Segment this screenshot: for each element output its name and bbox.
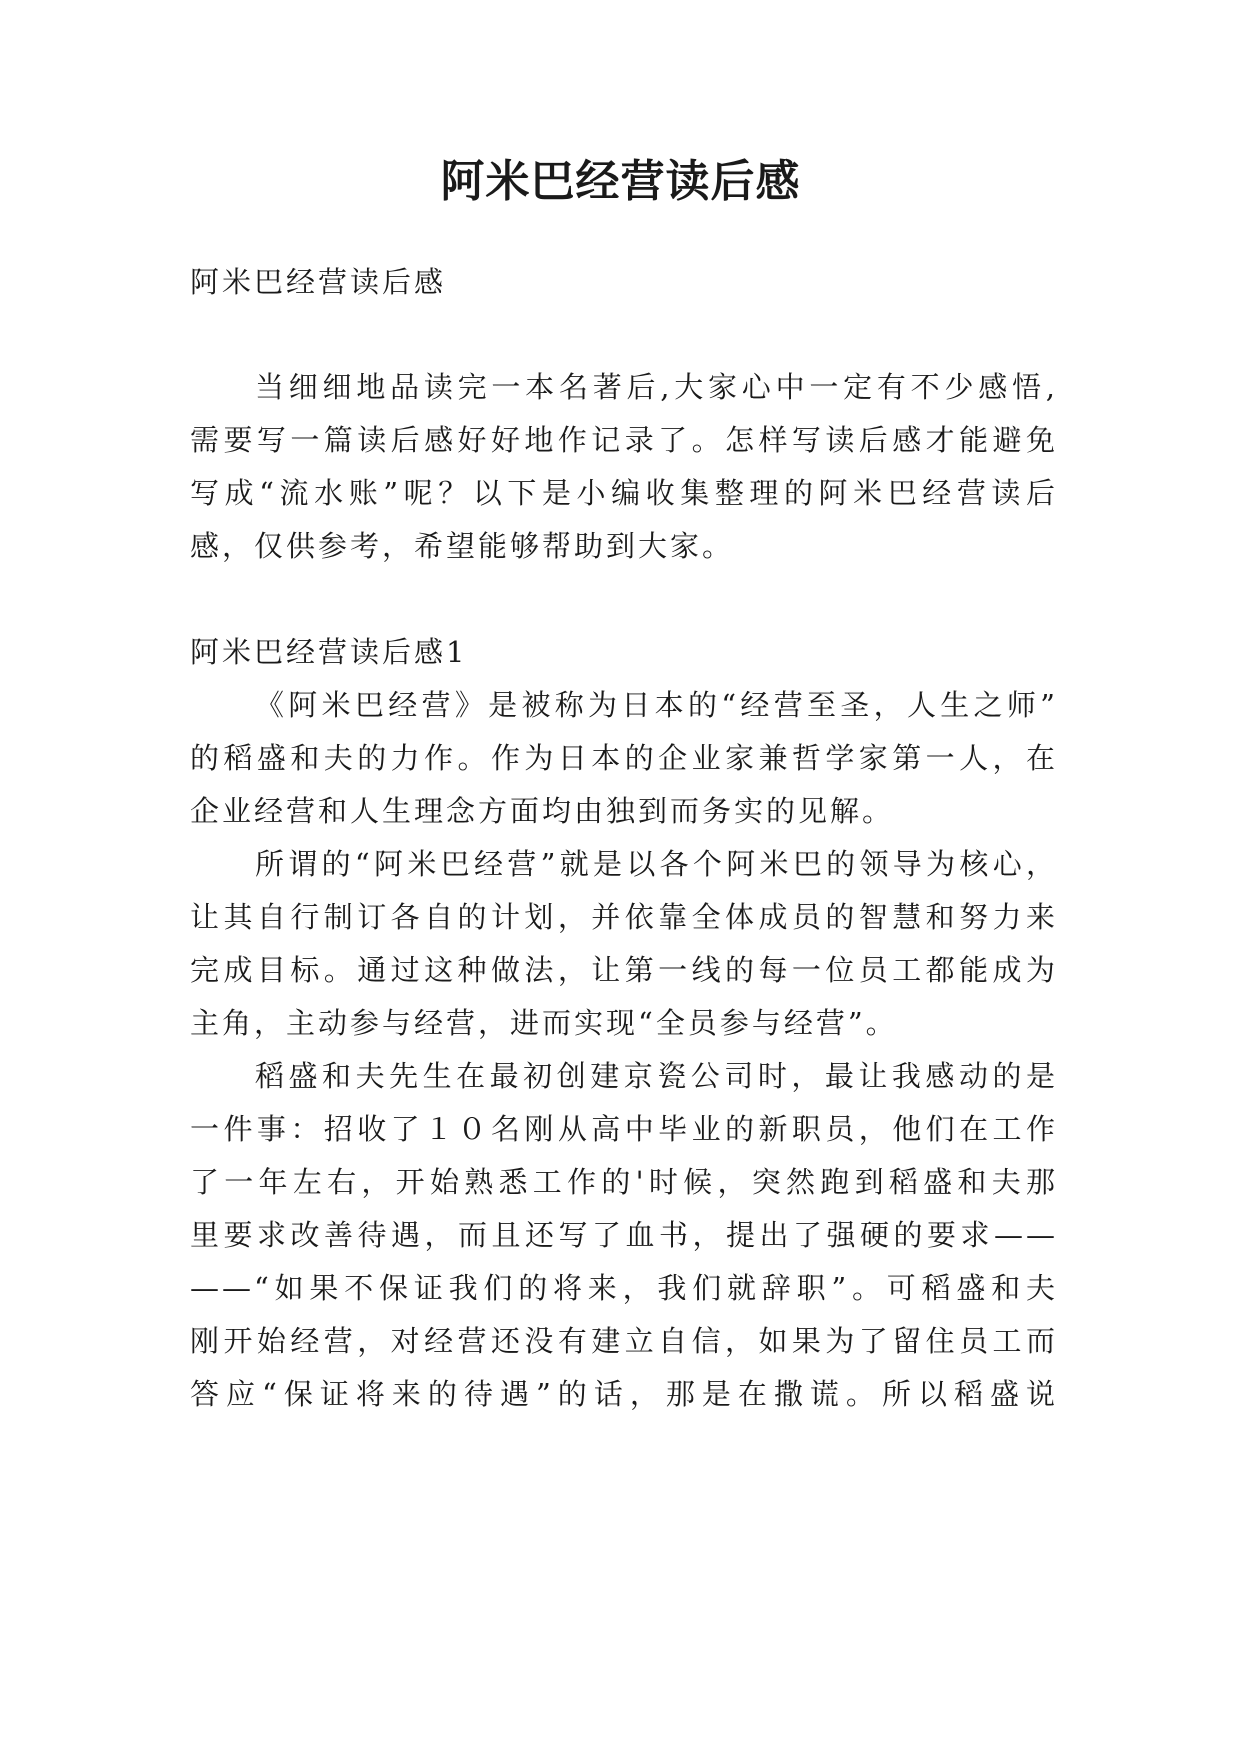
paragraph-line: 企业经营和人生理念方面均由独到而务实的见解。 — [190, 794, 895, 828]
subtitle: 阿米巴经营读后感 — [190, 265, 447, 299]
paragraph-line: 《阿米巴经营》是被称为日本的“经营至圣，人生之师” — [255, 688, 1058, 722]
paragraph-line: 完成目标。通过这种做法，让第一线的每一位员工都能成为 — [190, 953, 1058, 987]
paragraph-line: 所谓的“阿米巴经营”就是以各个阿米巴的领导为核心， — [255, 847, 1058, 881]
paragraph-line: 主角，主动参与经营，进而实现“全员参与经营”。 — [190, 1006, 898, 1040]
paragraph-line: 里要求改善待遇，而且还写了血书，提出了强硬的要求—— — [190, 1218, 1058, 1252]
paragraph-line: ——“如果不保证我们的将来，我们就辞职”。可稻盛和夫 — [190, 1271, 1058, 1305]
paragraph-line: 刚开始经营，对经营还没有建立自信，如果为了留住员工而 — [190, 1324, 1058, 1358]
intro-line: 需要写一篇读后感好好地作记录了。怎样写读后感才能避免 — [190, 423, 1058, 457]
paragraph-line: 让其自行制订各自的计划，并依靠全体成员的智慧和努力来 — [190, 900, 1058, 934]
paragraph-line: 一件事：招收了１０名刚从高中毕业的新职员，他们在工作 — [190, 1112, 1058, 1146]
intro-line: 写成“流水账”呢？以下是小编收集整理的阿米巴经营读后 — [190, 476, 1058, 510]
paragraph-line: 了一年左右，开始熟悉工作的'时候，突然跑到稻盛和夫那 — [190, 1165, 1058, 1199]
paragraph-line: 稻盛和夫先生在最初创建京瓷公司时，最让我感动的是 — [255, 1059, 1058, 1093]
intro-line: 感，仅供参考，希望能够帮助到大家。 — [190, 529, 735, 563]
document-title: 阿米巴经营读后感 — [440, 156, 801, 207]
section-heading: 阿米巴经营读后感1 — [190, 635, 468, 669]
paragraph-line: 答应“保证将来的待遇”的话，那是在撒谎。所以稻盛说 — [190, 1377, 1058, 1411]
intro-line: 当细细地品读完一本名著后,大家心中一定有不少感悟, — [255, 370, 1058, 404]
paragraph-line: 的稻盛和夫的力作。作为日本的企业家兼哲学家第一人，在 — [190, 741, 1058, 775]
